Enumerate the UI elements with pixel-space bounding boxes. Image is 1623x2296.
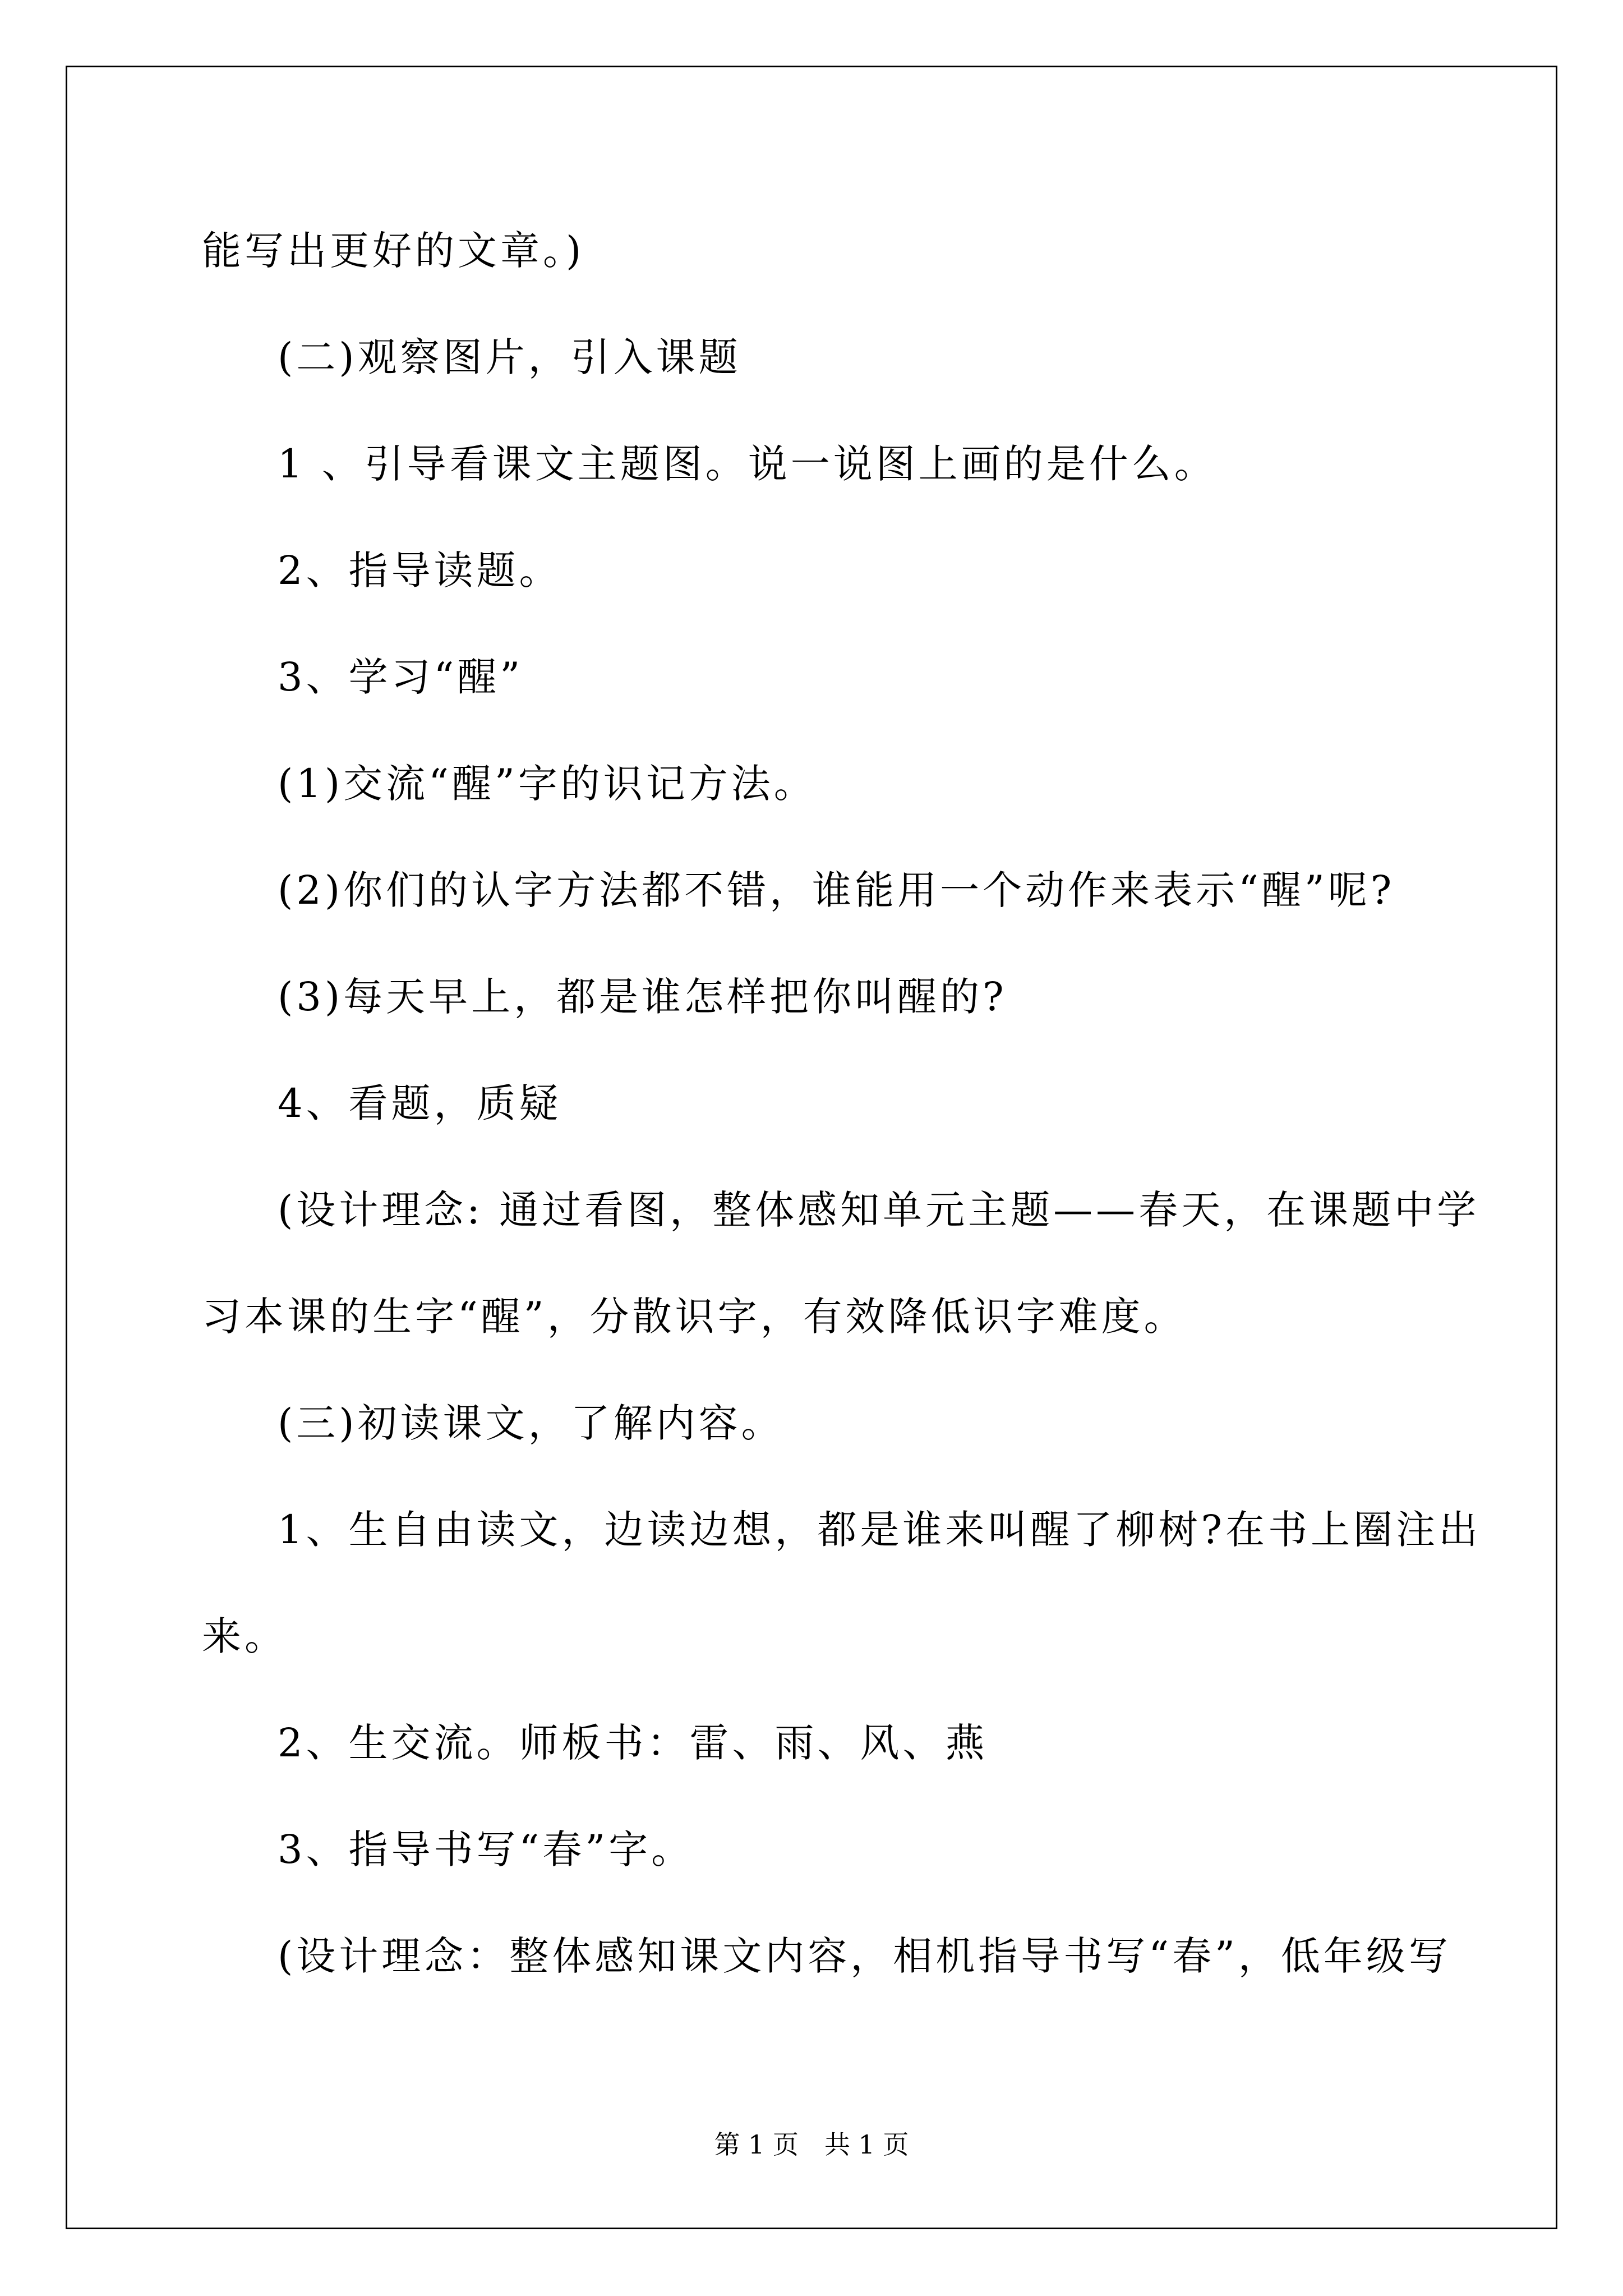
text-line: 习本课的生字“醒”，分散识字，有效降低识字难度。 — [202, 1294, 1187, 1340]
text-line: 1 、引导看课文主题图。说一说图上画的是什么。 — [278, 441, 1217, 487]
text-line: (2)你们的认字方法都不错，谁能用一个动作来表示“醒”呢? — [278, 867, 1395, 913]
text-line: 来。 — [202, 1613, 287, 1659]
text-line: 能写出更好的文章。) — [202, 228, 585, 274]
text-line: (1)交流“醒”字的识记方法。 — [278, 761, 817, 807]
page-number-footer: 第 1 页 共 1 页 — [714, 2129, 909, 2160]
text-line: 4、看题，质疑 — [278, 1080, 562, 1126]
section-heading: (三)初读课文，了解内容。 — [278, 1400, 784, 1446]
text-line: 2、生交流。师板书：雷、雨、风、燕 — [278, 1720, 988, 1766]
text-line: 2、指导读题。 — [278, 547, 562, 593]
text-line: (设计理念: 通过看图，整体感知单元主题——春天，在课题中学 — [278, 1187, 1480, 1233]
section-heading: (二)观察图片，引入课题 — [278, 334, 741, 380]
text-line: 3、学习“醒” — [278, 654, 524, 700]
text-line: (设计理念：整体感知课文内容，相机指导书写“春”，低年级写 — [278, 1933, 1451, 1979]
text-line: (3)每天早上，都是谁怎样把你叫醒的? — [278, 974, 1007, 1020]
text-line: 3、指导书写“春”字。 — [278, 1826, 694, 1872]
text-line: 1、生自由读文，边读边想，都是谁来叫醒了柳树?在书上圈注出 — [278, 1507, 1482, 1553]
page-border — [66, 66, 1557, 2229]
